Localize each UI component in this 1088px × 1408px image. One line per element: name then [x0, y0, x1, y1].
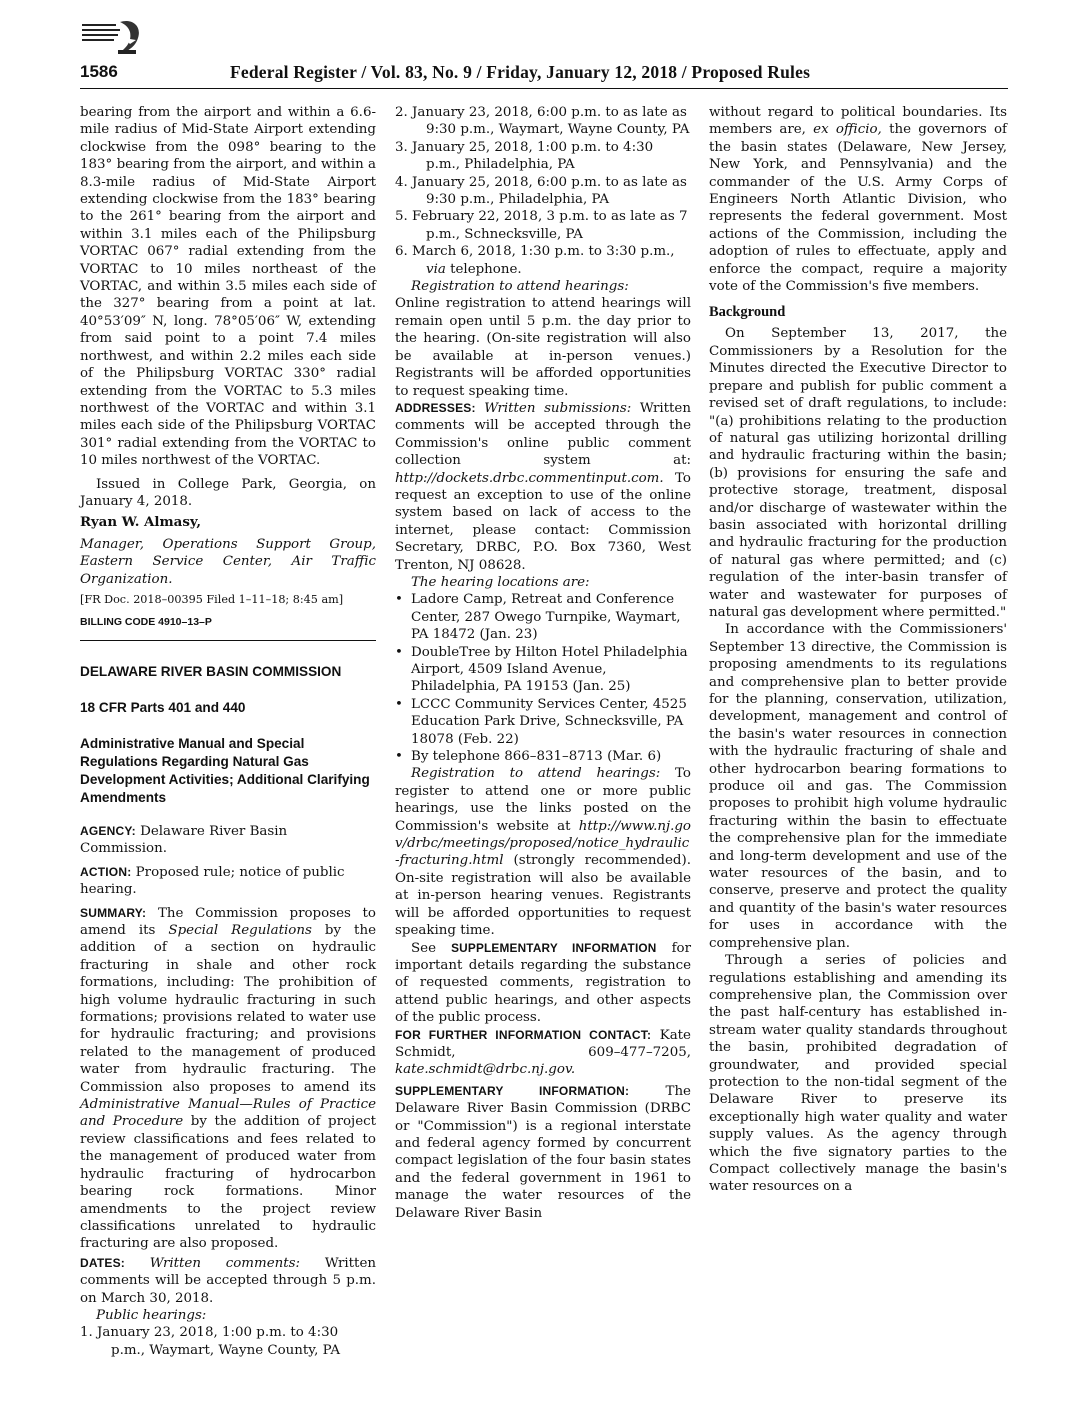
addresses-paragraph: ADDRESSES: Written submissions: Written comments will be accepted through the Commission's online public comment collection system at: http://dockets.drbc.commentinput.com. To request an exception to use of the online system based on lack of access to the internet, please contact: Commission Secretary, DRBC, P.O. Box 7360, West Trenton, NJ 08628.	[395, 400, 691, 573]
registration-label-1: Registration to attend hearings:	[411, 279, 629, 295]
rule-title: Administrative Manual and Special Regulations Regarding Natural Gas Development Activities; Additional Clarifying Amendments	[80, 735, 370, 805]
background-paragraph-3: Through a series of policies and regulations establishing and amending its comprehensive plan, the Commission over the past half-century has established in-stream water quality standards throughout the basin, prohibited degradation of groundwater, and provided special protection to the non-tidal segment of the Delaware River to preserve its exceptionally high water quality and water supply values. As the agency through which the five signatory parties to the Compact collectively manage the basin's water resources on a	[709, 953, 1007, 1195]
gpo-authenticated-logo	[80, 18, 144, 58]
running-head: Federal Register / Vol. 83, No. 9 / Friday, January 12, 2018 / Proposed Rules	[230, 62, 811, 82]
location-item: • DoubleTree by Hilton Hotel Philadelphia Airport, 4509 Island Avenue, Philadelphia, PA 19153 (Jan. 25)	[395, 644, 688, 695]
hearing-item-4: 4. January 25, 2018, 6:00 p.m. to as late as 9:30 p.m., Philadelphia, PA	[395, 174, 687, 208]
billing-code: BILLING CODE 4910–13–P	[80, 615, 212, 628]
registration-paragraph-1: Online registration to attend hearings will remain open until 5 p.m. the day prior to the hearing. (On-site registration will also be available at in-person venues.) Registrants will be afforded opportunities to request speaking time.	[395, 296, 691, 399]
registration-paragraph-2: Registration to attend hearings: To register to attend one or more public hearings, use the links posted on the Commission's website at http://www.nj.gov/drbc/meetings/proposed/notice_hydraulic-fracturing.html (strongly recommended). On-site registration will also be available at in-person hearing venues. Registrants will be afforded opportunities to request speaking time.	[395, 766, 691, 939]
hearing-registration-link[interactable]: http://www.nj.gov/drbc/meetings/proposed/notice_hydraulic-fracturing.html	[395, 818, 691, 869]
public-hearings-label: Public hearings:	[96, 1307, 207, 1323]
fr-doc-line: [FR Doc. 2018–00395 Filed 1–11–18; 8:45 am]	[80, 592, 344, 606]
action-line: ACTION: Proposed rule; notice of public hearing.	[80, 864, 345, 898]
hearing-item-1: 1. January 23, 2018, 1:00 p.m. to 4:30 p.m., Waymart, Wayne County, PA	[80, 1325, 341, 1358]
see-supplementary-paragraph: See SUPPLEMENTARY INFORMATION for important details regarding the substance of requested comments, registration to attend public hearings, and other aspects of the public process.	[395, 940, 692, 1026]
page-header	[80, 58, 1008, 89]
hearing-item-6: 6. March 6, 2018, 1:30 p.m. to 3:30 p.m., via telephone.	[395, 244, 675, 277]
location-item: • Ladore Camp, Retreat and Conference Center, 287 Owego Turnpike, Waymart, PA 18472 (Jan. 23)	[395, 592, 681, 643]
agency-heading: DELAWARE RIVER BASIN COMMISSION	[80, 663, 342, 679]
signer-name: Ryan W. Almasy,	[80, 514, 202, 531]
hearing-item-3: 3. January 25, 2018, 1:00 p.m. to 4:30 p.m., Philadelphia, PA	[395, 139, 654, 173]
section-divider	[80, 640, 376, 641]
issued-line: Issued in College Park, Georgia, on January 4, 2018.	[80, 476, 376, 509]
location-item: • By telephone 866–831–8713 (Mar. 6)	[395, 749, 662, 765]
cfr-heading: 18 CFR Parts 401 and 440	[80, 699, 246, 715]
contact-email-link[interactable]: kate.schmidt@drbc.nj.gov.	[395, 1062, 576, 1078]
airspace-description: bearing from the airport and within a 6.6-mile radius of Mid-State Airport extending clockwise from the 098° bearing to the 183° bearing from the airport, and within a 8.3-mile radius of Mid-State Airport extending clockwise from the 183° bearing to the 261° bearing from the airport and within 3.1 miles each of the Philipsburg VORTAC 067° radial extending from the VORTAC to 10 miles northeast of the VORTAC, and within 3.5 miles each side of the 327° bearing from a point at lat. 40°53′09″ N, long. 78°05′06″ W, extending from said point to a point 7.4 miles northwest, and within 2.2 miles each side of the Philipsburg VORTAC 330° radial extending from the VORTAC to 5.3 miles northwest of the VORTAC and within 3.1 miles each side of the Philipsburg VORTAC 301° radial extending from the VORTAC to 10 miles northwest of the VORTAC.	[80, 105, 376, 469]
agency-line: AGENCY: Delaware River Basin Commission.	[80, 823, 288, 857]
summary-paragraph: SUMMARY: The Commission proposes to amend its Special Regulations by the addition of a section on hydraulic fracturing in shale and other rock formations, including: The prohibition of high volume hydraulic fracturing in such formations; provisions related to water use for hydraulic fracturing; and provisions related to the management of produced water from hydraulic fracturing. The Commission also proposes to amend its Administrative Manual—Rules of Practice and Procedure by the addition of project review classifications and fees related to the management of produced water from hydraulic fracturing of hydrocarbon bearing rock formations. Minor amendments to the project review classifications unrelated to hydraulic fracturing are also proposed.	[80, 905, 377, 1252]
hearing-item-2: 2. January 23, 2018, 6:00 p.m. to as late as 9:30 p.m., Waymart, Wayne County, PA	[395, 105, 690, 138]
hearing-item-5: 5. February 22, 2018, 3 p.m. to as late as 7 p.m., Schnecksville, PA	[395, 209, 688, 242]
dates-paragraph: DATES: Written comments: Written comments will be accepted through 5 p.m. on March 30, 2018.	[80, 1255, 376, 1306]
comment-system-link[interactable]: http://dockets.drbc.commentinput.com.	[395, 470, 664, 486]
contact-paragraph: FOR FURTHER INFORMATION CONTACT: Kate Schmidt, 609–477–7205, kate.schmidt@drbc.nj.gov.	[395, 1027, 691, 1078]
page-number: 1586	[80, 62, 118, 81]
background-paragraph-2: In accordance with the Commissioners' September 13 directive, the Commission is proposing amendments to its regulations and comprehensive plan to better provide for the planning, conservation, utilization, development, management and control of the basin's water resources in connection with the hydraulic fracturing of shale and other hydrocarbon bearing formations to produce oil and gas. The Commission proposes to prohibit high volume hydraulic fracturing within the basin to effectuate the comprehensive plan for the immediate and long-term development and use of the water resources of the basin, and to conserve, preserve and protect the quality and quantity of the basin's water resources for uses in accordance with the comprehensive plan.	[709, 622, 1007, 951]
column-2	[395, 104, 691, 1222]
members-paragraph: without regard to political boundaries. Its members are, ex officio, the governors of the basin states (Delaware, New Jersey, New York, and Pennsylvania) and the commander of the U.S. Army Corps of Engineers North Atlantic Division, who represents the federal government. Most actions of the Commission, including the adoption of rules to effectuate, apply and enforce the compact, require a majority vote of the Commission's five members.	[709, 105, 1008, 295]
hearing-locations-label: The hearing locations are:	[411, 574, 590, 590]
column-3	[709, 104, 1007, 1196]
supplementary-paragraph: SUPPLEMENTARY INFORMATION: The Delaware River Basin Commission (DRBC or "Commission") is a regional interstate and federal agency formed by concurrent compact legislation of the four basin states and the federal government in 1961 to manage the water resources of the Delaware River Basin	[395, 1083, 691, 1221]
background-paragraph-1: On September 13, 2017, the Commissioners by a Resolution for the Minutes directed the Executive Director to prepare and publish for public comment a revised set of draft regulations, to include: "(a) prohibitions relating to the production of natural gas utilizing horizontal drilling and hydraulic fracturing within the basin; (b) provisions for ensuring the safe and protective storage, treatment, disposal and/or discharge of wastewater within the basin associated with horizontal drilling and hydraulic fracturing for the production of natural gas where permitted; and (c) regulation of the inter-basin transfer of water and wastewater for purposes of natural gas development where permitted."	[709, 326, 1007, 620]
column-1	[80, 104, 376, 1359]
background-heading: Background	[709, 304, 786, 321]
signer-title: Manager, Operations Support Group, Eastern Service Center, Air Traffic Organization.	[80, 536, 376, 587]
location-item: • LCCC Community Services Center, 4525 Education Park Drive, Schnecksville, PA 18078 (Feb. 22)	[395, 696, 687, 747]
